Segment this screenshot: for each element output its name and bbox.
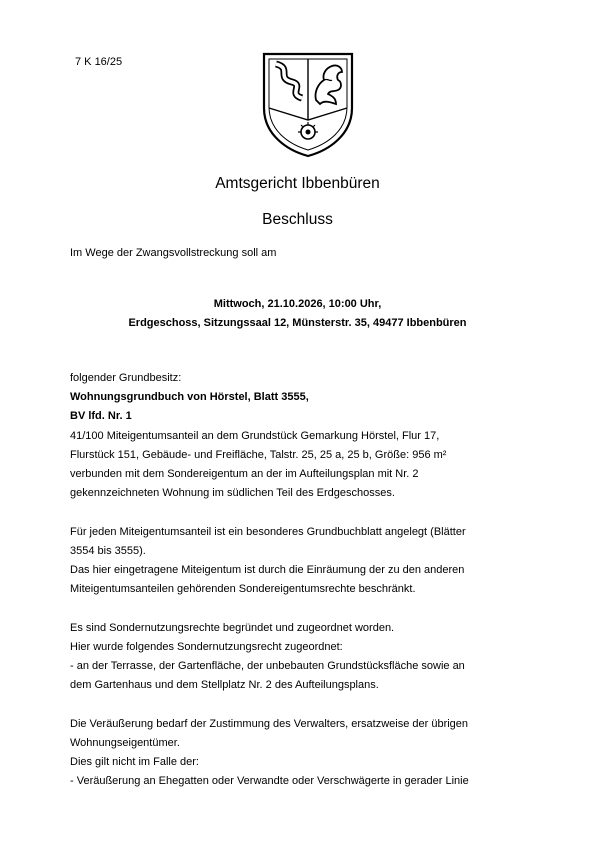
auction-location: Erdgeschoss, Sitzungssaal 12, Münsterstr. 35, 49477 Ibbenbüren	[128, 317, 467, 330]
paragraph-line: - an der Terrasse, der Gartenfläche, der unbebauten Grundstücksfläche sowie an	[70, 660, 465, 673]
auction-date-block	[0, 295, 595, 333]
paragraph-line: Flurstück 151, Gebäude- und Freifläche, Talstr. 25, 25 a, 25 b, Größe: 956 m²	[70, 448, 447, 461]
intro-text: Im Wege der Zwangsvollstreckung soll am	[70, 247, 277, 259]
paragraph-line: dem Gartenhaus und dem Stellplatz Nr. 2 des Aufteilungsplans.	[70, 679, 379, 692]
paragraph-line: Das hier eingetragene Miteigentum ist durch die Einräumung der zu den anderen	[70, 564, 465, 577]
paragraph-line: - Veräußerung an Ehegatten oder Verwandte oder Verschwägerte in gerader Linie	[70, 775, 469, 788]
paragraph-line: Für jeden Miteigentumsanteil ist ein besonderes Grundbuchblatt angelegt (Blätter	[70, 525, 466, 538]
paragraph-line: Hier wurde folgendes Sondernutzungsrecht zugeordnet:	[70, 640, 343, 653]
paragraph-line: verbunden mit dem Sondereigentum an der im Aufteilungsplan mit Nr. 2	[70, 468, 419, 481]
case-number: 7 K 16/25	[75, 56, 123, 68]
property-intro: folgender Grundbesitz:	[70, 372, 182, 384]
paragraph-line: Dies gilt nicht im Falle der:	[70, 756, 199, 769]
auction-date: Mittwoch, 21.10.2026, 10:00 Uhr,	[213, 298, 382, 310]
inventory-number: BV lfd. Nr. 1	[70, 410, 132, 423]
coat-of-arms-seal	[258, 50, 358, 158]
paragraph-line: Miteigentumsanteilen gehörenden Sondereigentumsrechte beschränkt.	[70, 583, 416, 596]
paragraph-line: 41/100 Miteigentumsanteil an dem Grundstück Gemarkung Hörstel, Flur 17,	[70, 429, 440, 442]
paragraph-line: Wohnungseigentümer.	[70, 736, 180, 749]
paragraph-line: Die Veräußerung bedarf der Zustimmung des Verwalters, ersatzweise der übrigen	[70, 717, 469, 730]
paragraph-line: Es sind Sondernutzungsrechte begründet und zugeordnet worden.	[70, 621, 395, 634]
land-register-entry: Wohnungsgrundbuch von Hörstel, Blatt 3555,	[70, 391, 309, 404]
paragraph-line: 3554 bis 3555).	[70, 544, 146, 557]
document-type: Beschluss	[262, 211, 333, 228]
property-description	[70, 369, 520, 791]
court-name: Amtsgericht Ibbenbüren	[215, 175, 380, 192]
paragraph-line: gekennzeichneten Wohnung im südlichen Teil des Erdgeschosses.	[70, 487, 395, 500]
